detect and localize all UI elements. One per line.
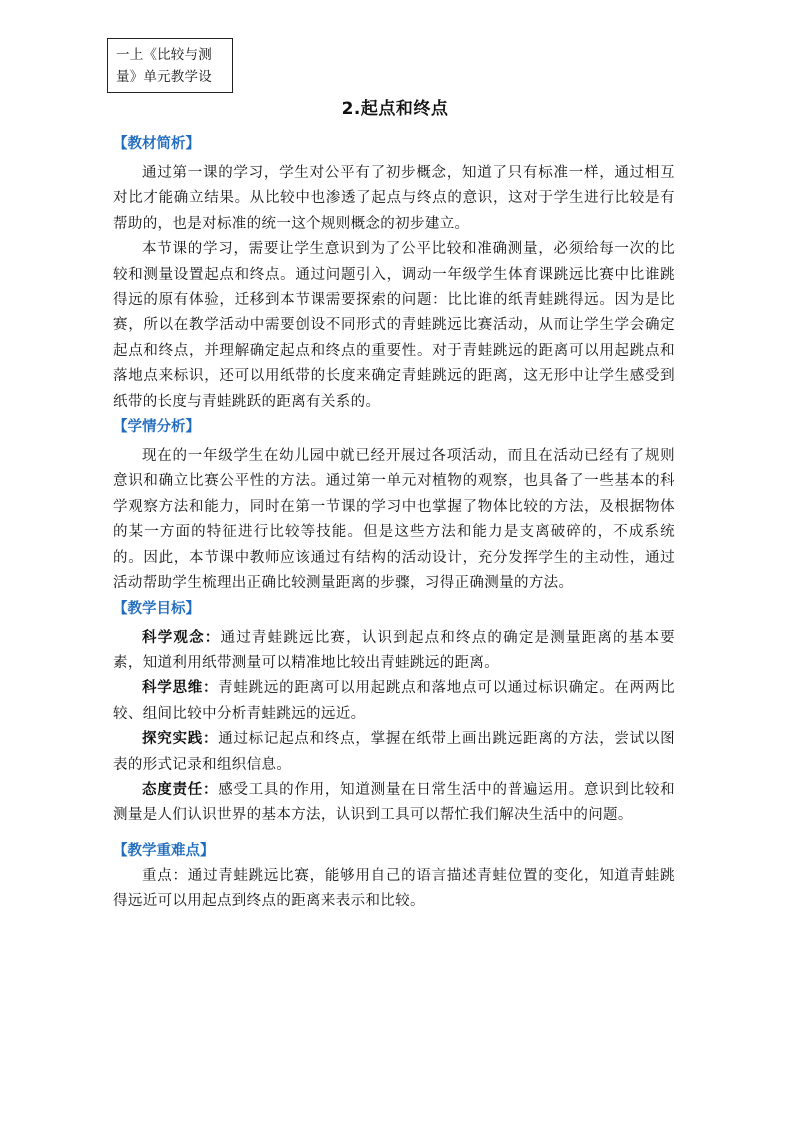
goal-attitude-responsibility [113,778,675,829]
paragraph-textbook-1: 通过第一课的学习，学生对公平有了初步概念，知道了只有标准一样，通过相互对比才能确立结果。从比较中也渗透了起点与终点的意识，这对于学生进行比较是有帮助的，也是对标准的统一这个规则概念的初步建立。 [113,165,675,232]
goal-text-inquiry-practice: 通过标记起点和终点，掌握在纸带上画出跳远距离的方法，尝试以图表的形式记录和组织信息。 [113,731,676,773]
goal-science-concept [113,626,675,677]
section-heading-textbook: 【教材简析】 [113,136,200,152]
goal-label-science-concept: 科学观念： [142,629,221,646]
paragraph-key-points-1: 重点：通过青蛙跳远比赛，能够用自己的语言描述青蛙位置的变化，知道青蛙跳得远近可以用起点到终点的距离来表示和比较。 [113,867,675,910]
section-heading-students: 【学情分析】 [113,419,200,436]
document-body [113,132,675,915]
unit-tag-line-2: 量》单元教学设 [116,69,212,85]
goal-label-inquiry-practice: 探究实践： [142,731,219,748]
goal-label-attitude-responsibility: 态度责任： [142,781,219,798]
goal-inquiry-practice [113,727,675,778]
page-title-text: 2.起点和终点 [341,99,449,119]
paragraph-students-1: 现在的一年级学生在幼儿园中就已经开展过各项活动，而且在活动已经有了规则意识和确立比赛公平性的方法。通过第一单元对植物的观察，也具备了一些基本的科学观察方法和能力，同时在第一节课的学习中也掌握了物体比较的方法，及根据物体的某一方面的特征进行比较等技能。但是这些方法和能力是支离破碎的，不成系统的。因此，本节课中教师应该通过有结构的活动设计，充分发挥学生的主动性，通过活动帮助学生梳理出正确比较测量距离的步骤，习得正确测量的方法。 [113,448,675,592]
section-heading-key-points: 【教学重难点】 [113,842,215,859]
page-title [0,96,794,122]
goal-text-science-thinking: 青蛙跳远的距离可以用起跳点和落地点可以通过标识确定。在两两比较、组间比较中分析青蛙跳远的远近。 [113,680,676,722]
goal-text-science-concept: 通过青蛙跳远比赛，认识到起点和终点的确定是测量距离的基本要素，知道利用纸带测量可以精准地比较出青蛙跳远的距离。 [113,629,675,671]
goal-text-attitude-responsibility: 感受工具的作用，知道测量在日常生活中的普遍运用。意识到比较和测量是人们认识世界的基本方法，认识到工具可以帮忙我们解决生活中的问题。 [113,781,676,824]
goal-label-science-thinking: 科学思维： [142,680,219,697]
unit-tag-box [107,38,233,93]
unit-tag-line-1: 一上《比较与测 [116,47,212,63]
section-heading-goals: 【教学目标】 [113,600,200,617]
goal-science-thinking [113,676,675,727]
paragraph-textbook-2: 本节课的学习，需要让学生意识到为了公平比较和准确测量，必须给每一次的比较和测量设置起点和终点。通过问题引入，调动一年级学生体育课跳远比赛中比谁跳得远的原有体验，迁移到本节课需要探索的问题：比比谁的纸青蛙跳得远。因为是比赛，所以在教学活动中需要创设不同形式的青蛙跳远比赛活动，从而让学生学会确定起点和终点，并理解确定起点和终点的重要性。对于青蛙跳远的距离可以用起跳点和落地点来标识，还可以用纸带的长度来确定青蛙跳远的距离，这无形中让学生感受到纸带的长度与青蛙跳跃的距离有关系的。 [113,241,675,410]
